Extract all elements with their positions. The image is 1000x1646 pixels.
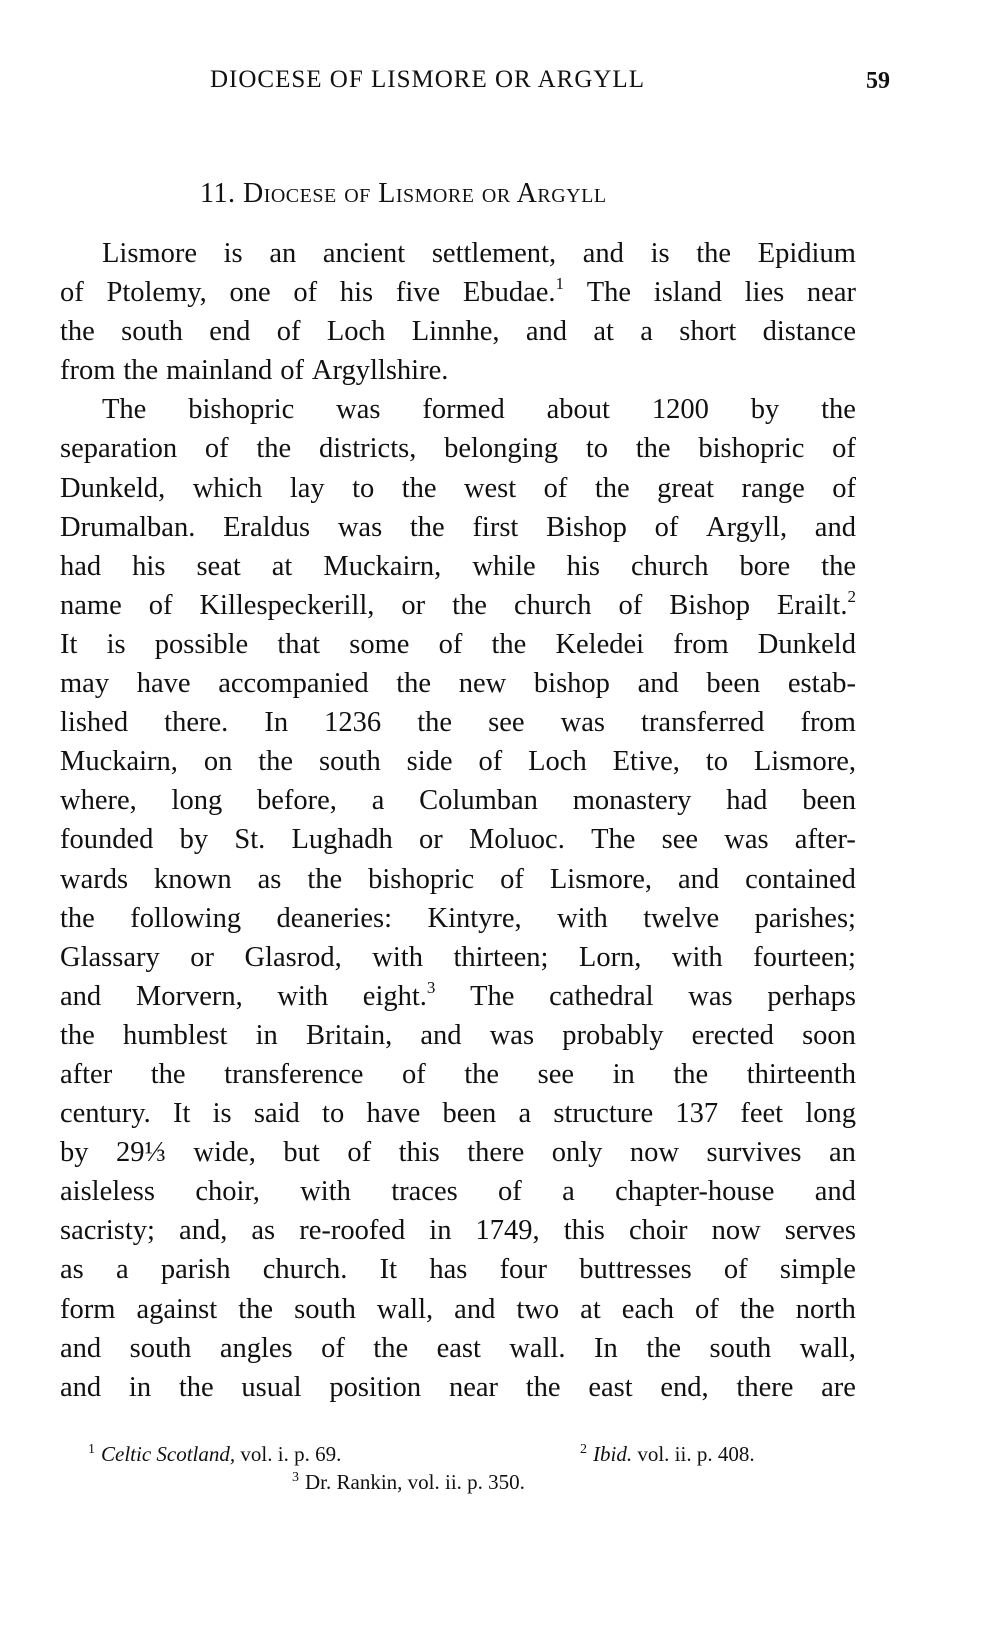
text-line: lished there. In 1236 the see was transferred from [60,707,856,739]
running-head [60,66,890,96]
text-line: may have accompanied the new bishop and been estab- [60,668,856,700]
footnote-2-text: vol. ii. p. 408. [632,1442,755,1466]
text-line: Dunkeld, which lay to the west of the great range of [60,472,856,504]
text-line: Lismore is an ancient settlement, and is the Epidium [102,238,856,269]
text-line: by 29⅓ wide, but of this there only now survives an [60,1137,856,1169]
section-heading [0,178,1000,210]
footnote-3 [292,1464,525,1496]
page-number: 59 [866,68,890,94]
footnote-1-ref: Celtic Scotland, [101,1442,236,1466]
text-line: name of Killespeckerill, or the church of Bishop Erailt.$^2$ [60,586,856,621]
text-line: Muckairn, on the south side of Loch Etive, to Lismore, [60,746,856,778]
text-line: and Morvern, with eight.$^3$ The cathedral was perhaps [60,977,856,1012]
text-line: as a parish church. It has four buttresses of simple [60,1254,856,1286]
text-line: Glassary or Glasrod, with thirteen; Lorn, with fourteen; [60,941,856,973]
text-line: wards known as the bishopric of Lismore, and contained [60,863,856,895]
footnote-1-text: vol. i. p. 69. [235,1442,342,1466]
footnote-row [60,1464,856,1492]
text-line: the humblest in Britain, and was probably erected soon [60,1019,856,1051]
text-line: century. It is said to have been a structure 137 feet long [60,1098,856,1130]
text-line: the south end of Loch Linnhe, and at a short distance [60,316,856,348]
footnotes [60,1436,856,1492]
footnote-2-mark: 2 [580,1442,587,1457]
footnote-row [60,1436,856,1464]
footnote-1-mark: 1 [88,1442,95,1457]
text-line: after the transference of the see in the thirteenth [60,1058,856,1090]
footnote-3-mark: 3 [292,1470,299,1485]
text-line: separation of the districts, belonging to the bishopric of [60,433,856,465]
text-line: sacristy; and, as re-roofed in 1749, this choir now serves [60,1215,856,1247]
text-line: and south angles of the east wall. In the south wall, [60,1332,856,1364]
text-line: Drumalban. Eraldus was the first Bishop of Argyll, and [60,511,856,543]
text-line: The bishopric was formed about 1200 by the [102,394,856,426]
section-number: 11. [200,178,236,209]
text-line: the following deaneries: Kintyre, with twelve parishes; [60,902,856,934]
text-line: from the mainland of Argyllshire. [60,355,449,387]
text-line: of Ptolemy, one of his five Ebudae.$^1$ The island lies near [60,274,856,309]
text-line: where, long before, a Columban monastery had been [60,785,856,817]
text-line: had his seat at Muckairn, while his church bore the [60,550,856,582]
footnote-2-ref: Ibid. [593,1442,633,1466]
body-text [60,234,856,1407]
section-title: Diocese of Lismore or Argyll [242,178,607,209]
text-line: It is possible that some of the Keledei from Dunkeld [60,628,856,660]
text-line: aisleless choir, with traces of a chapter-house and [60,1176,856,1208]
text-line: founded by St. Lughadh or Moluoc. The see was after- [60,824,856,856]
text-line: and in the usual position near the east end, there are [60,1371,856,1403]
running-title: DIOCESE OF LISMORE OR ARGYLL [210,66,645,93]
text-line: form against the south wall, and two at each of the north [60,1293,856,1325]
footnote-3-text: Dr. Rankin, vol. ii. p. 350. [305,1470,525,1494]
